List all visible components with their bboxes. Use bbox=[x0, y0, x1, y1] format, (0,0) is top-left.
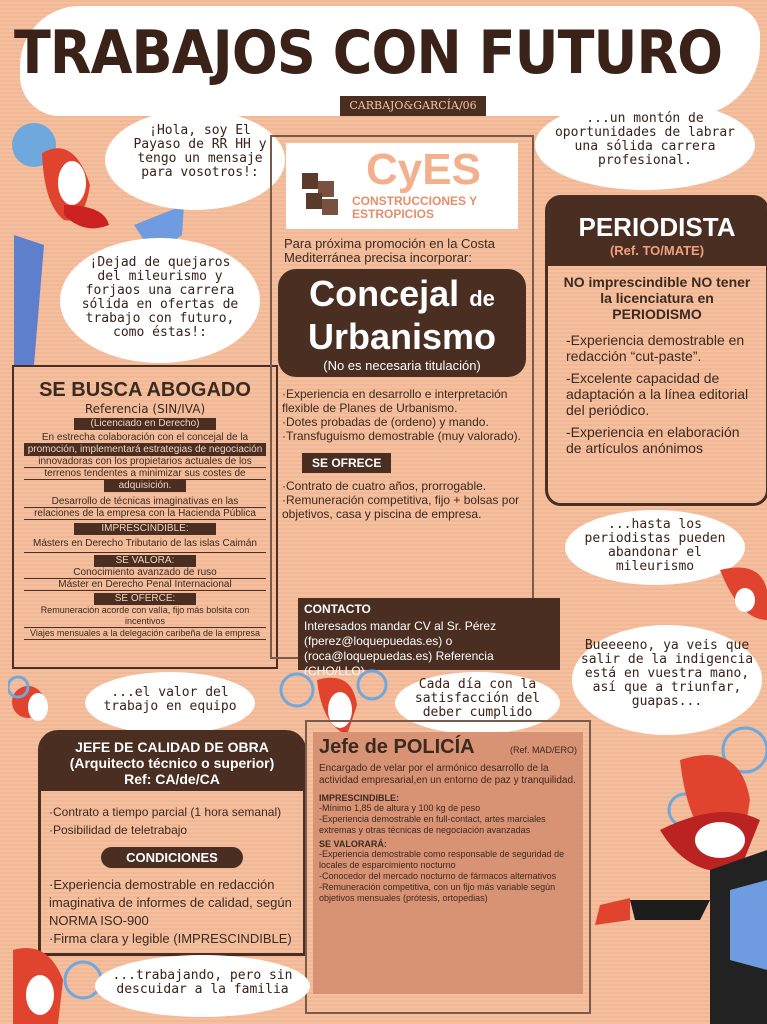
bubble-triunfar: Bueeeeno, ya veis que salir de la indigencia está en vuestra mano, así que a triunfar, guapas... bbox=[572, 625, 762, 735]
jefe-condiciones: ·Experiencia demostrable en redacción imaginativa de informes de calidad, según NORMA ISO-900 ·Firma clara y legible (IMPRESCINDIBLE) bbox=[49, 877, 292, 946]
bubble-intro: ¡Hola, soy El Payaso de RR HH y tengo un mensaje para vosotros!: bbox=[105, 110, 285, 210]
concejal-ofrece: ·Contrato de cuatro años, prorrogable. ·Remuneración competitiva, fijo + bolsas por objetivos, casa y piscina de empresa. bbox=[282, 479, 520, 521]
puesto-urbanismo: Urbanismo bbox=[307, 316, 497, 357]
building-blocks-icon bbox=[292, 153, 352, 223]
bubble-satisfaccion: Cada día con la satisfacción del deber cumplido bbox=[395, 672, 560, 734]
jefe-header bbox=[41, 733, 303, 791]
periodista-title: PERIODISTA bbox=[578, 212, 736, 242]
periodista-items: -Experiencia demostrable en redacción “cut-paste”. -Excelente capacidad de adaptación a la línea editorial del periódico. -Experiencia en elaboración de artículos anónimos bbox=[566, 332, 749, 456]
bubble-equipo: ...el valor del trabajo en equipo bbox=[85, 672, 255, 734]
contacto-block: CONTACTO Interesados mandar CV al Sr. Pérez (fperez@loquepuedas.es) o (roca@loquepuedas.es) Referencia (CHO/LLO) bbox=[298, 598, 560, 670]
abogado-ref1: Referencia (SIN/IVA) bbox=[84, 402, 206, 416]
concejal-ofrece-label: SE OFRECE bbox=[302, 453, 391, 473]
abogado-title: SE BUSCA ABOGADO bbox=[39, 379, 251, 401]
jefe-items: ·Contrato a tiempo parcial (1 hora semanal) ·Posibilidad de teletrabajo bbox=[49, 805, 282, 837]
concejal-ad bbox=[270, 135, 534, 659]
clown-bottom-left-illustration bbox=[8, 940, 108, 1024]
bubble-oportunidades: ...un montón de oportunidades de labrar una sólida carrera profesional. bbox=[535, 100, 755, 190]
clown-bottom-right-illustration bbox=[590, 720, 767, 1024]
policia-ref: (Ref. MAD/ERO) bbox=[509, 745, 577, 755]
policia-body bbox=[313, 732, 583, 994]
abogado-description: En estrecha colaboración con el concejal de la promoción, implementará estrategias de negociación innovadoras con los propietarios actuales de los terrenos tendentes a minimizar sus costes de adquisición. Desarrollo de técnicas imaginativas en las relaciones de la empresa con la Hacienda Pública IMPRESCINDIBLE: Másters en Derecho Tributario de las islas Caimán SE VALORA: Conocimiento avanzado de ruso Máster en Derecho Penal Internacional SE OFERCE: Remuneración acorde con valía, fijo más bolsita con incentivos Viajes mensuales a la delegación caribeña de la empresa bbox=[24, 432, 266, 640]
periodista-ad bbox=[545, 195, 767, 506]
jefe-title: JEFE DE CALIDAD DE OBRA bbox=[75, 739, 269, 755]
periodista-head: NO imprescindible NO tener la licenciatura en PERIODISMO bbox=[563, 274, 751, 322]
jefe-calidad-ad bbox=[38, 730, 306, 956]
policia-title: Jefe de POLICÍA bbox=[319, 736, 475, 758]
policia-ad bbox=[305, 720, 591, 1014]
abogado-ref2: (Licenciado en Derecho) bbox=[74, 418, 216, 430]
puesto-concejal: Concejal bbox=[309, 273, 460, 314]
policia-valorara-items: -Experiencia demostrable como responsable de seguridad de locales de esparcimiento nocturno -Conocedor del mercado nocturno de fármacos alternativos -Remuneración competitiva, con un fijo más variable según objetivos mensuales (prótesis, ortopedias) bbox=[319, 849, 565, 903]
clown-right-illustration bbox=[700, 560, 767, 630]
concejal-title-block: Concejal de Urbanismo (No es necesaria titulación) bbox=[278, 269, 526, 377]
jefe-sub: (Arquitecto técnico o superior) bbox=[69, 755, 275, 771]
bubble-mileurismo: ¡Dejad de quejaros del mileurismo y forjaos una carrera sólida en ofertas de trabajo con futuro, como éstas!: bbox=[60, 238, 260, 363]
policia-valorara-label: SE VALORARÁ: bbox=[319, 839, 387, 849]
periodista-ref: (Ref. TO/MATE) bbox=[609, 243, 705, 258]
page-title: TRABAJOS CON FUTURO bbox=[14, 18, 723, 88]
concejal-nota: (No es necesaria titulación) bbox=[323, 358, 481, 373]
company-logo: CyES CONSTRUCCIONES Y ESTROPICIOS bbox=[286, 143, 518, 229]
policia-impres-label: IMPRESCINDIBLE: bbox=[319, 793, 400, 803]
abogado-ad bbox=[12, 365, 278, 669]
concejal-intro: Para próxima promoción en la Costa Mediterránea precisa incorporar: bbox=[284, 236, 495, 265]
author-credit: CARBAJO&GARCÍA/06 bbox=[340, 96, 486, 116]
concejal-requisitos: ·Experiencia en desarrollo e interpretación flexible de Planes de Urbanismo. ·Dotes probadas de (ordeno) y mando. ·Transfuguismo demostrable (muy valorado). bbox=[282, 387, 521, 443]
policia-impres-items: -Mínimo 1,85 de altura y 100 kg de peso -Experiencia demostrable en full-contact, artes marciales extremas y otras técnicas de negociación avanzadas bbox=[319, 803, 546, 835]
jefe-condiciones-label: CONDICIONES bbox=[101, 847, 243, 868]
bubble-periodistas: ...hasta los periodistas pueden abandonar el mileurismo bbox=[565, 510, 745, 585]
policia-intro: Encargado de velar por el armónico desarrollo de la actividad empresarial,en un entorno de paz y tranquilidad. bbox=[319, 763, 576, 786]
jefe-ref: Ref: CA/de/CA bbox=[124, 771, 220, 787]
bubble-familia: ...trabajando, pero sin descuidar a la familia bbox=[95, 955, 310, 1017]
periodista-header bbox=[548, 198, 766, 266]
